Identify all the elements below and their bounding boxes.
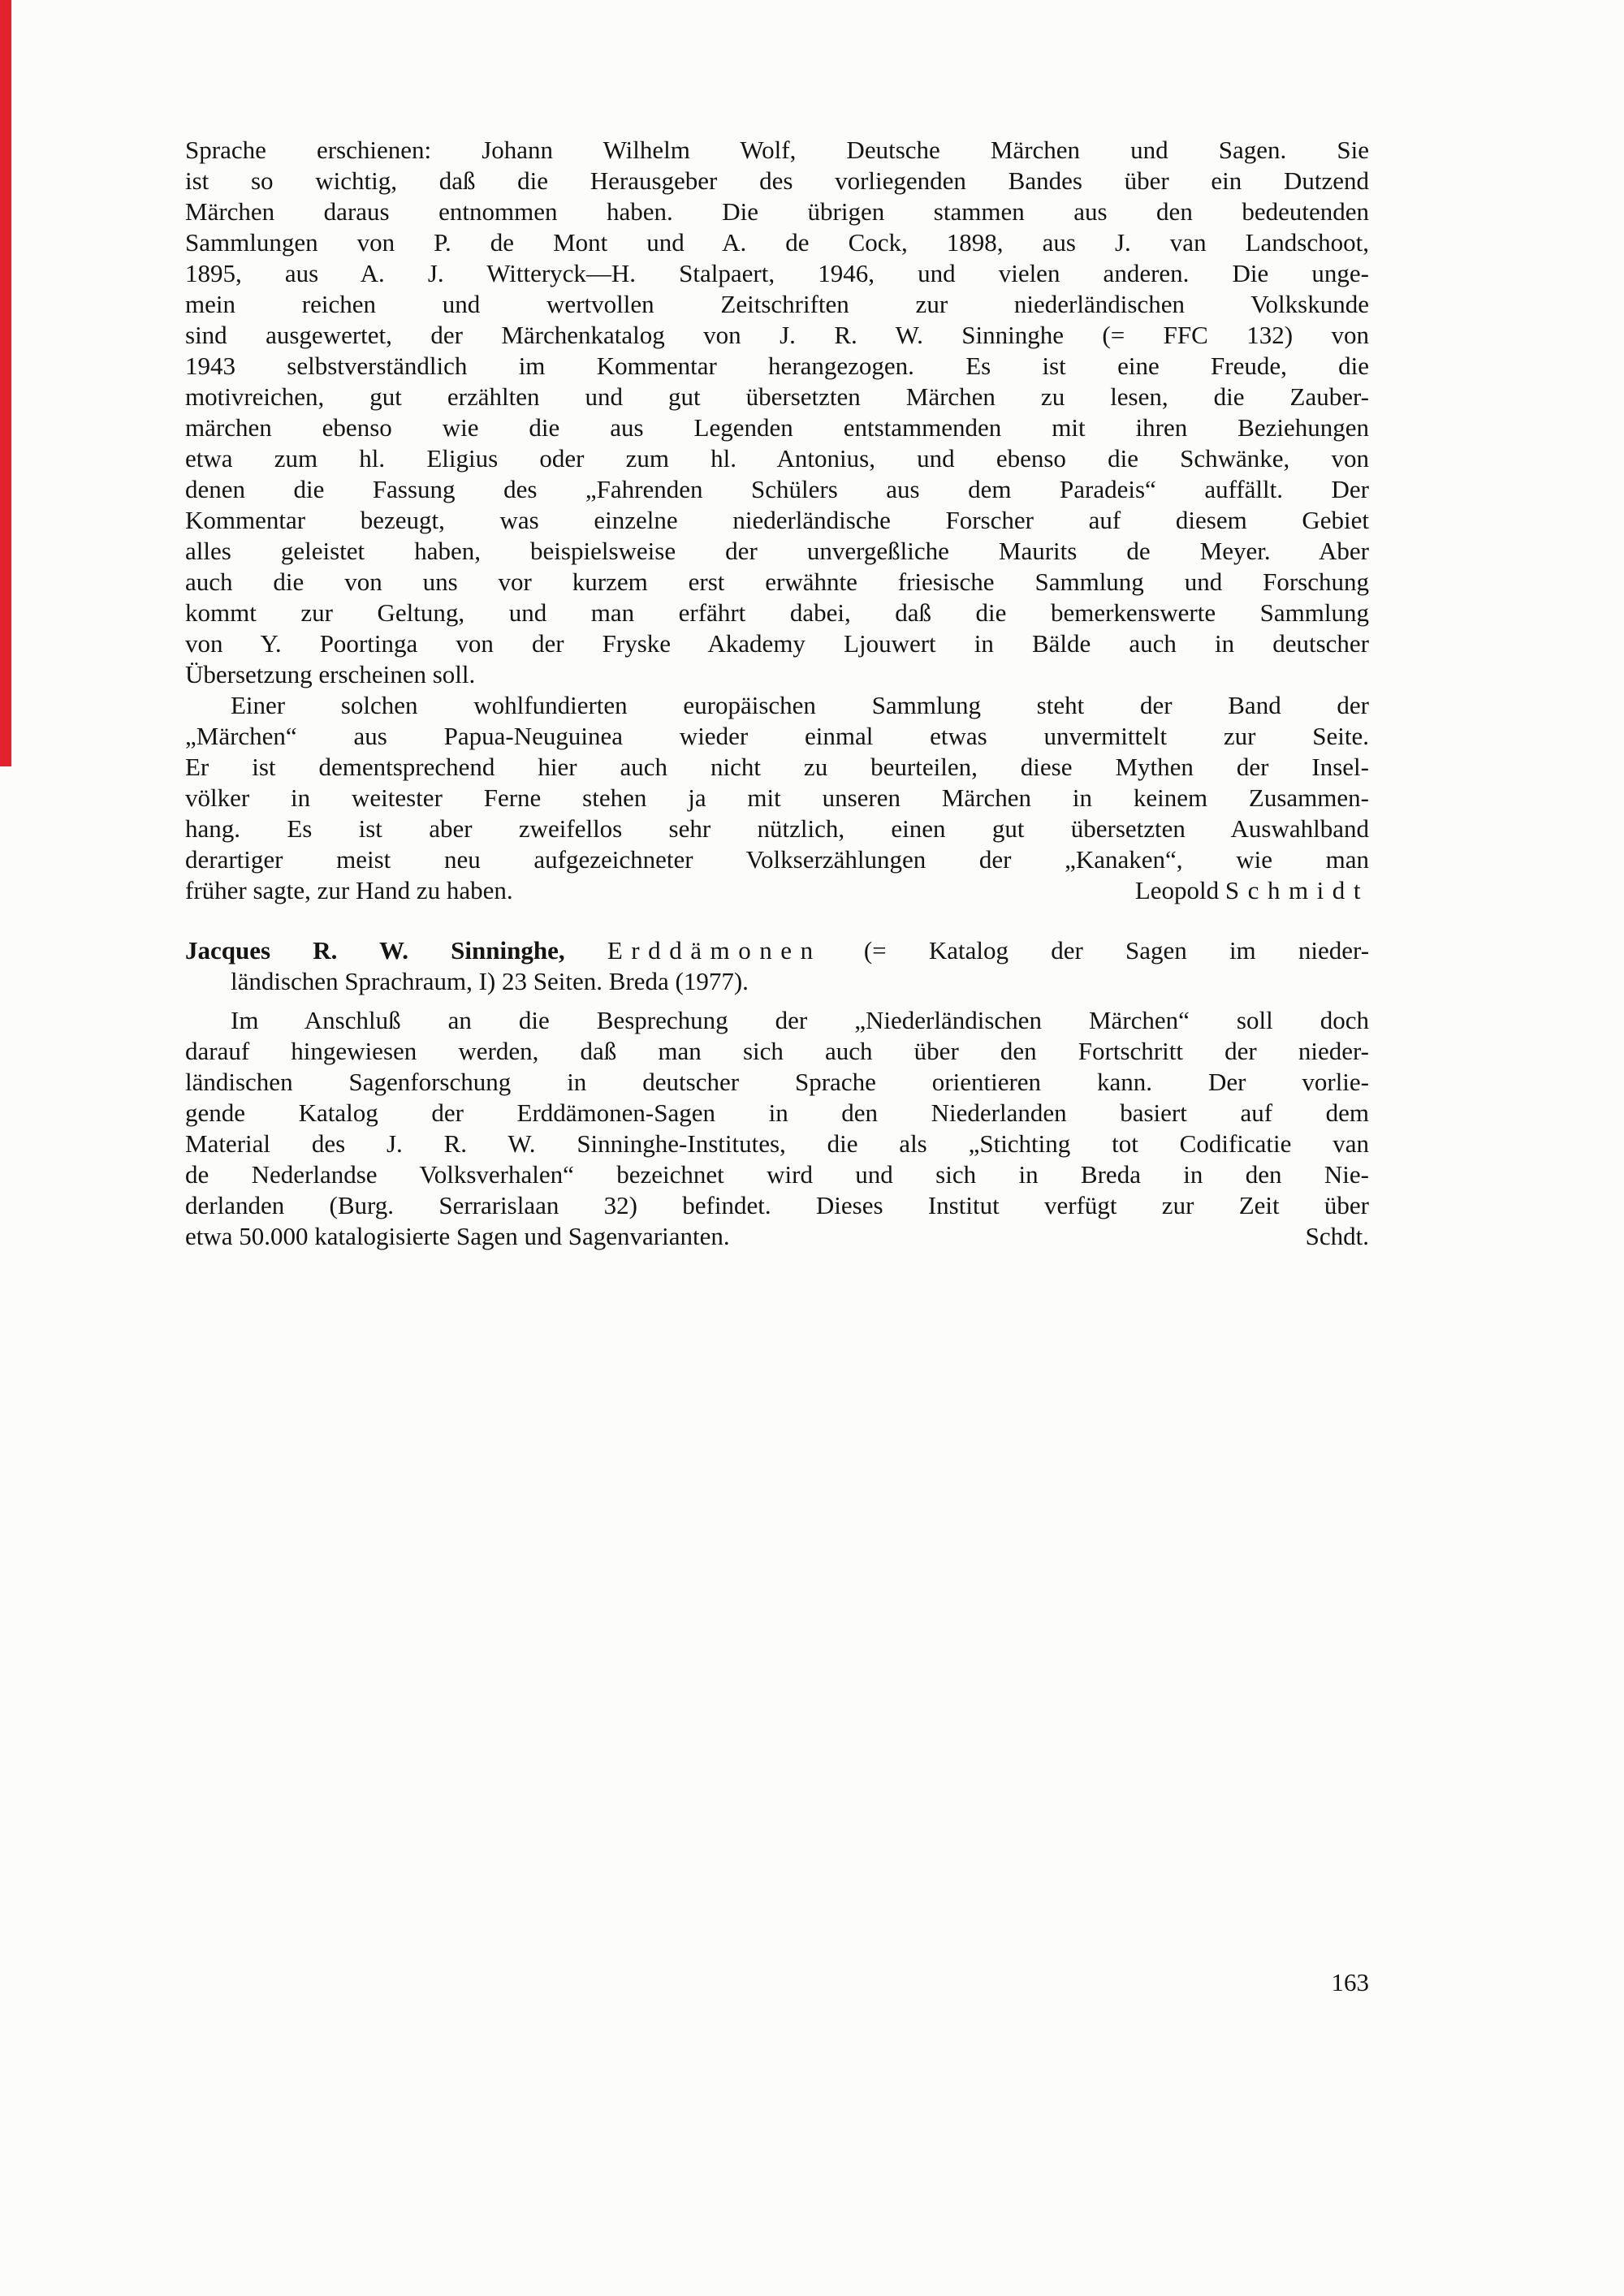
text-line: etwa zum hl. Eligius oder zum hl. Antonius, und ebenso die Schwänke, von: [185, 444, 1369, 473]
text-line: alles geleistet haben, beispielsweise der unvergeßliche Maurits de Meyer. Aber: [185, 537, 1369, 565]
paragraph: [185, 690, 1369, 906]
text-line: sind ausgewertet, der Märchenkatalog von J. R. W. Sinninghe (= FFC 132) von: [185, 321, 1369, 349]
scan-artifact-red-strip: [0, 0, 11, 766]
text-line: auch die von uns vor kurzem erst erwähnte friesische Sammlung und Forschung: [185, 568, 1369, 596]
text-line: Märchen daraus entnommen haben. Die übrigen stammen aus den bedeutenden: [185, 197, 1369, 226]
text-line: derartiger meist neu aufgezeichneter Volkserzählungen der „Kanaken“, wie man: [185, 845, 1369, 874]
review-author: Jacques R. W. Sinninghe,: [185, 936, 565, 965]
signature-name: Schmidt: [1224, 876, 1369, 904]
text-line: von Y. Poortinga von der Fryske Akademy Ljouwert in Bälde auch in deutscher: [185, 629, 1369, 658]
text-line: darauf hingewiesen werden, daß man sich auch über den Fortschritt der nieder-: [185, 1037, 1369, 1065]
text-line: 1895, aus A. J. Witteryck—H. Stalpaert, 1946, und vielen anderen. Die unge-: [185, 259, 1369, 287]
text-line: motivreichen, gut erzählten und gut übersetzten Märchen zu lesen, die Zauber-: [185, 382, 1369, 411]
text-line: denen die Fassung des „Fahrenden Schülers aus dem Paradeis“ auffällt. Der: [185, 475, 1369, 503]
text-line: ländischen Sagenforschung in deutscher Sprache orientieren kann. Der vorlie-: [185, 1068, 1369, 1096]
text-line: Sprache erschienen: Johann Wilhelm Wolf, Deutsche Märchen und Sagen. Sie: [185, 136, 1369, 164]
text-line: 1943 selbstverständlich im Kommentar herangezogen. Es ist eine Freude, die: [185, 352, 1369, 380]
text-line: mein reichen und wertvollen Zeitschriften zur niederländischen Volkskunde: [185, 290, 1369, 318]
reviewer-signature: [1135, 875, 1369, 906]
review-heading-line-2: ländischen Sprachraum, I) 23 Seiten. Breda (1977).: [231, 967, 749, 995]
review-title: Erddämonen: [607, 936, 822, 965]
review-niederlaendische-maerchen: [185, 135, 1369, 906]
review-bibliographic-info: (= Katalog der Sagen im nieder-: [863, 936, 1370, 965]
text-line: Er ist dementsprechend hier auch nicht zu beurteilen, diese Mythen der Insel-: [185, 753, 1369, 781]
text-line: völker in weitester Ferne stehen ja mit unseren Märchen in keinem Zusammen-: [185, 783, 1369, 812]
text-line: Im Anschluß an die Besprechung der „Niederländischen Märchen“ soll doch: [231, 1006, 1369, 1034]
text-line: kommt zur Geltung, und man erfährt dabei, daß die bemerkenswerte Sammlung: [185, 598, 1369, 627]
signature-prefix: Leopold: [1134, 876, 1220, 904]
text-line: Material des J. R. W. Sinninghe-Institutes, die als „Stichting tot Codificatie van: [185, 1129, 1369, 1158]
text-line: märchen ebenso wie die aus Legenden entstammenden mit ihren Beziehungen: [185, 413, 1369, 442]
text-line: de Nederlandse Volksverhalen“ bezeichnet wird und sich in Breda in den Nie-: [185, 1160, 1369, 1189]
text-line: hang. Es ist aber zweifellos sehr nützlich, einen gut übersetzten Auswahlband: [185, 814, 1369, 843]
text-line: Übersetzung erscheinen soll.: [185, 660, 476, 688]
text-line: „Märchen“ aus Papua-Neuguinea wieder einmal etwas unvermittelt zur Seite.: [185, 722, 1369, 750]
text-line: Einer solchen wohlfundierten europäischen Sammlung steht der Band der: [231, 691, 1369, 719]
text-line: Sammlungen von P. de Mont und A. de Cock, 1898, aus J. van Landschoot,: [185, 228, 1369, 257]
review-heading-line-1: [185, 935, 1369, 966]
text-fragment: früher sagte, zur Hand zu haben.: [185, 876, 513, 904]
text-line-with-signature: [185, 1221, 1369, 1252]
text-block: [185, 135, 1369, 1252]
paragraph: [185, 1005, 1369, 1252]
text-fragment: etwa 50.000 katalogisierte Sagen und Sagenvarianten.: [185, 1222, 730, 1250]
text-line: derlanden (Burg. Serrarislaan 32) befindet. Dieses Institut verfügt zur Zeit über: [185, 1191, 1369, 1219]
text-line: gende Katalog der Erddämonen-Sagen in den Niederlanden basiert auf dem: [185, 1098, 1369, 1127]
reviewer-signature: Schdt.: [1305, 1222, 1369, 1250]
text-line: Kommentar bezeugt, was einzelne niederländische Forscher auf diesem Gebiet: [185, 506, 1369, 534]
text-line-with-signature: [185, 875, 1369, 906]
paragraph: [185, 135, 1369, 690]
page-number: 163: [1331, 1968, 1369, 1996]
text-line: ist so wichtig, daß die Herausgeber des vorliegenden Bandes über ein Dutzend: [185, 166, 1369, 195]
review-erddaemonen-body: [185, 1005, 1369, 1252]
review-entry-erddaemonen: [185, 935, 1369, 997]
